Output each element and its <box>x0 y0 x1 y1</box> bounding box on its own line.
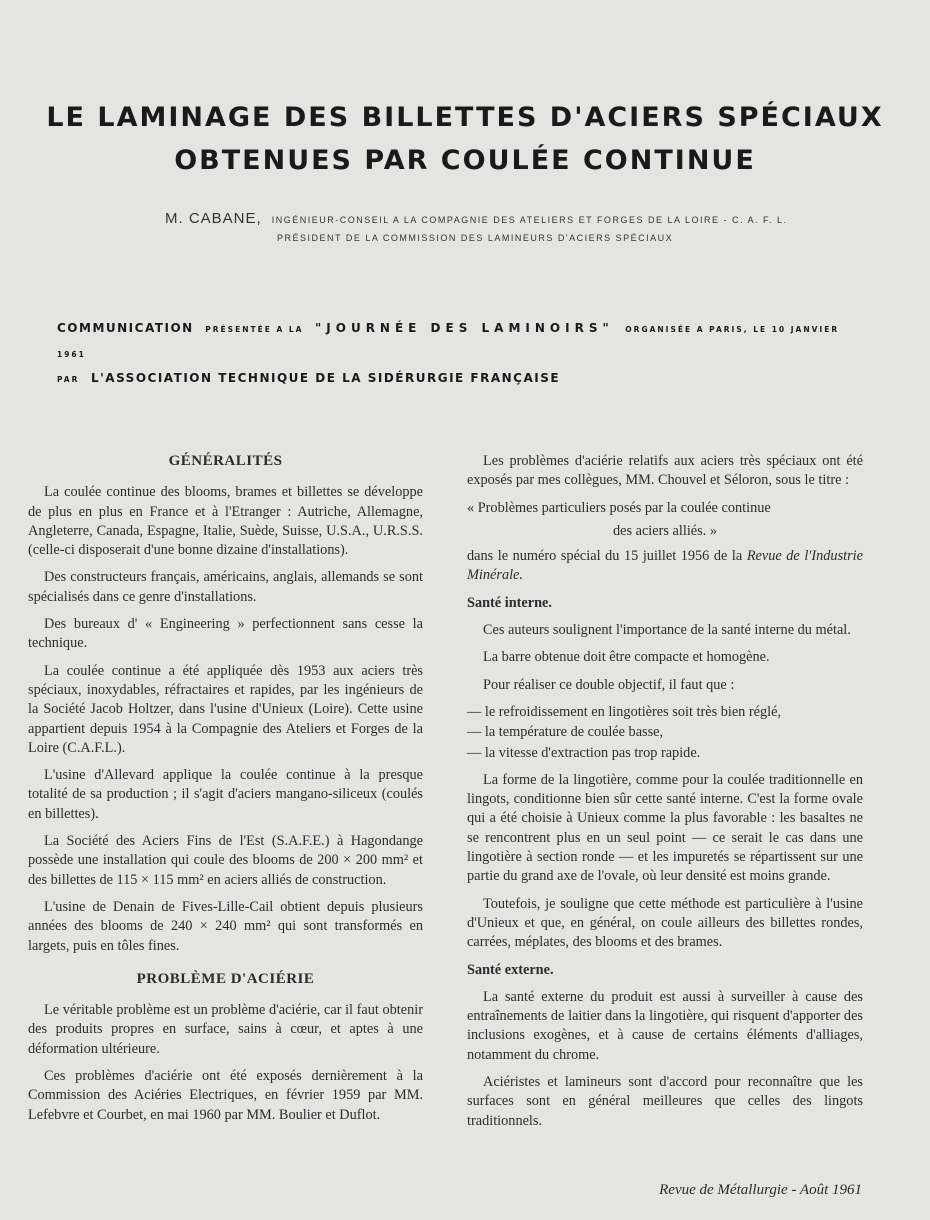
list-item: — la vitesse d'extraction pas trop rapide. <box>467 744 701 761</box>
paragraph: Pour réaliser ce double objectif, il faut que : <box>483 676 735 693</box>
paragraph: Des bureaux d' « Engineering » perfectionnent sans cesse la technique. <box>28 616 423 652</box>
article-title <box>0 96 930 182</box>
paragraph: Toutefois, je souligne que cette méthode est particulière à l'usine d'Unieux et que, en général, on coule ailleurs des billettes rondes, carrées, méplates, des blooms et des brames. <box>467 895 863 951</box>
paragraph: La barre obtenue doit être compacte et homogène. <box>483 649 770 666</box>
list-item: — la température de coulée basse, <box>467 724 664 741</box>
paragraph: La santé externe du produit est aussi à surveiller à cause des entraînements de laitier dans la lingotière, qui risquent d'apporter des inclusions exogènes, et à cause de certains éléments d'alliages, notamment du chrome. <box>467 988 863 1063</box>
paragraph: Aciéristes et lamineurs sont d'accord pour reconnaître que les surfaces sont en général meilleures que celles des lingots traditionnels. <box>467 1074 863 1129</box>
paragraph: Des constructeurs français, américains, anglais, allemands se sont spécialisés dans ce genre d'installations. <box>28 569 423 605</box>
title-line-2: OBTENUES PAR COULÉE CONTINUE <box>174 145 756 176</box>
right-column <box>467 452 863 1139</box>
paragraph: L'usine d'Allevard applique la coulée continue à la presque totalité de sa production ; il s'agit d'aciers mangano-siliceux (coulés en billettes). <box>28 767 423 822</box>
event-name: "JOURNÉE DES LAMINOIRS" <box>315 321 614 335</box>
communication-note <box>57 316 877 391</box>
heading-generalites: GÉNÉRALITÉS <box>168 453 283 469</box>
paragraph: La forme de la lingotière, comme pour la coulée traditionnelle en lingots, conditionne bien sûr cette santé interne. C'est la forme ovale qui a été choisie à Unieux comme la plus favorable : les basaltes ne se rencontrent plus en un seul point — ce serait le cas dans une lingotière à section ronde — et les impuretés se répartissent sur une partie du grand axe de l'ovale, où leur densité est moins grande. <box>467 771 863 885</box>
communication-word: COMMUNICATION <box>57 321 194 335</box>
left-column <box>28 452 423 1133</box>
by-word: PAR <box>57 375 80 384</box>
presented-at: PRÉSENTÉE A LA <box>205 325 304 334</box>
heading-sante-externe: Santé externe. <box>467 961 554 978</box>
journal-footer: Revue de Métallurgie - Août 1961 <box>659 1182 862 1198</box>
quote-line-1: « Problèmes particuliers posés par la coulée continue <box>467 499 771 516</box>
quote-line-2: des aciers alliés. » <box>612 522 717 539</box>
author-title: PRÉSIDENT DE LA COMMISSION DES LAMINEURS D'ACIERS SPÉCIAUX <box>277 233 674 243</box>
author-block <box>165 210 885 247</box>
reference-text: dans le numéro spécial du 15 juillet 1956 de la <box>467 548 743 565</box>
paragraph: Ces auteurs soulignent l'importance de la santé interne du métal. <box>483 622 851 639</box>
title-line-1: LE LAMINAGE DES BILLETTES D'ACIERS SPÉCIAUX <box>46 102 884 133</box>
paragraph: L'usine de Denain de Fives-Lille-Cail obtient depuis plusieurs années des blooms de 240 × 240 mm² qui sont transformés en largets, puis en tôles fines. <box>28 898 423 954</box>
paragraph: Le véritable problème est un problème d'aciérie, car il faut obtenir des produits propres en surface, sains à cœur, et aptes à une déformation ultérieure. <box>28 1002 423 1057</box>
heading-probleme-acierie: PROBLÈME D'ACIÉRIE <box>136 970 315 987</box>
event-date: ORGANISÉE A PARIS, LE 10 JANVIER 1961 <box>57 325 840 359</box>
heading-sante-interne: Santé interne. <box>467 594 552 611</box>
author-name: M. CABANE, <box>165 210 262 227</box>
journal-name: Revue de l'Industrie Minérale. <box>467 548 863 584</box>
paragraph: La coulée continue des blooms, brames et billettes se développe de plus en plus en France et à l'Etranger : Autriche, Allemagne, Angleterre, Canada, Espagne, Italie, Suède, Suisse, U.S.A., U.R.S.S. (celle-ci disposerait d'une bonne dizaine d'installations). <box>28 484 423 559</box>
paragraph: Ces problèmes d'aciérie ont été exposés dernièrement à la Commission des Aciéries Electriques, en février 1959 par MM. Lefebvre et Courbet, en mai 1960 par MM. Boulier et Duflot. <box>28 1068 423 1123</box>
author-affiliation: INGÉNIEUR-CONSEIL A LA COMPAGNIE DES ATELIERS ET FORGES DE LA LOIRE - C. A. F. L. <box>271 215 788 225</box>
paragraph: Les problèmes d'aciérie relatifs aux aciers très spéciaux ont été exposés par mes collègues, MM. Chouvel et Séloron, sous le titre : <box>467 453 863 489</box>
organizer: L'ASSOCIATION TECHNIQUE DE LA SIDÉRURGIE FRANÇAISE <box>90 371 561 385</box>
list-item: — le refroidissement en lingotières soit très bien réglé, <box>467 703 782 720</box>
paragraph: La coulée continue a été appliquée dès 1953 aux aciers très spéciaux, inoxydables, réfractaires et rapides, par les ingénieurs de la Société Jacob Holtzer, dans l'usine d'Unieux (Loire). Cette usine appartient depuis 1954 à la Compagnie des Ateliers et Forges de la Loire (C.A.F.L.). <box>28 662 423 756</box>
paragraph: La Société des Aciers Fins de l'Est (S.A.F.E.) à Hagondange possède une installation qui coule des blooms de 200 × 200 mm² et des billettes de 115 × 115 mm² en aciers alliés de construction. <box>28 833 423 888</box>
paragraph-reference <box>467 547 863 586</box>
